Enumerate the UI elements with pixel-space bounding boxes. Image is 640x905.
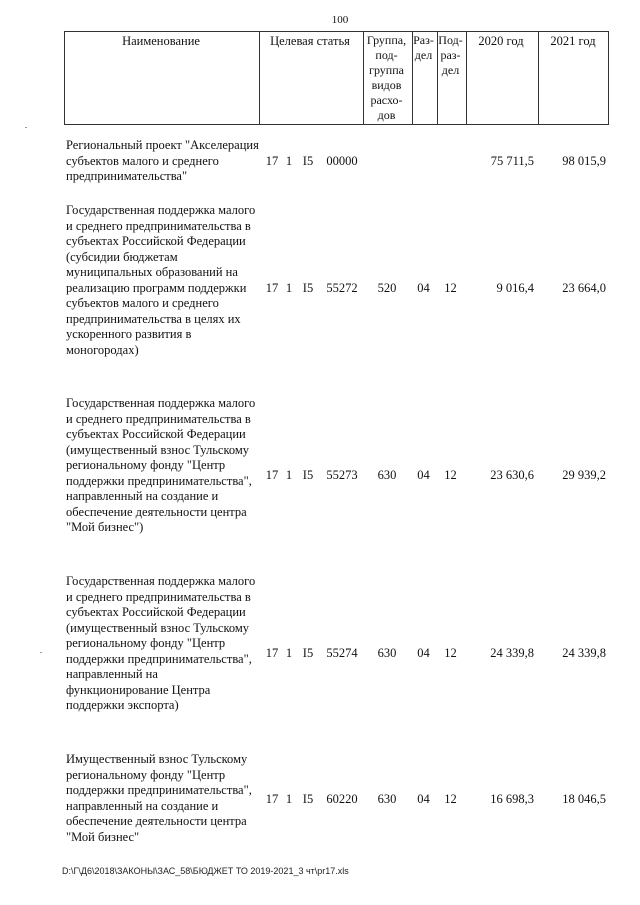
header-expense-group: [362, 33, 411, 123]
row-value-2021: 98 015,9: [562, 154, 606, 168]
row-code-4: 00000: [326, 154, 358, 168]
row-value-2020: 24 339,8: [490, 646, 534, 660]
header-expense-group-line: видов: [371, 78, 402, 92]
scan-speck: [40, 652, 42, 653]
row-code-2: 1: [285, 281, 293, 295]
page-number: 100: [331, 14, 349, 26]
row-value-2021: 24 339,8: [562, 646, 606, 660]
header-subsection-line: раз-: [440, 48, 461, 62]
row-value-2020: 75 711,5: [490, 154, 534, 168]
row-name: Региональный проект "Акселерация субъектов малого и среднего предпринимательства": [66, 138, 259, 183]
row-code-3: I5: [302, 281, 314, 295]
header-year-2021: 2021 год: [550, 34, 596, 48]
header-subsection-line: Под-: [438, 33, 463, 47]
header-section-line: Раз-: [413, 33, 434, 47]
header-section-line: дел: [414, 48, 433, 62]
header-section: [411, 33, 436, 63]
row-value-2020: 23 630,6: [490, 468, 534, 482]
row-value-2020: 16 698,3: [490, 792, 534, 806]
row-group: 630: [377, 792, 397, 806]
row-name: Государственная поддержка малого и среднего предпринимательства в субъектах Российской Федерации (субсидии бюджетам муниципальных образований на реализацию программ поддержки субъектов малого и среднего предпринимательства в целях их ускоренного развития в моногородах): [66, 203, 256, 357]
row-code-3: I5: [302, 154, 314, 168]
header-expense-group-line: расхо-: [370, 93, 403, 107]
row-code-2: 1: [285, 646, 293, 660]
header-subsection: [436, 33, 465, 78]
row-code-4: 55274: [326, 646, 358, 660]
row-section: 04: [417, 468, 430, 482]
row-code-3: I5: [302, 792, 314, 806]
header-expense-group-line: группа: [369, 63, 404, 77]
row-subsection: 12: [444, 646, 457, 660]
row-subsection: 12: [444, 792, 457, 806]
row-code-1: 17: [265, 154, 279, 168]
header-expense-group-line: дов: [377, 108, 396, 122]
header-year-2020: 2020 год: [478, 34, 524, 48]
row-group: 520: [377, 281, 397, 295]
row-section: 04: [417, 281, 430, 295]
row-code-4: 55272: [326, 281, 358, 295]
file-path-footer: D:\Г\Д6\2018\ЗАКОНЫ\ЗАС_58\БЮДЖЕТ ТО 2019-2021_3 чт\pr17.xls: [62, 866, 349, 876]
row-subsection: 12: [444, 468, 457, 482]
row-subsection: 12: [444, 281, 457, 295]
row-section: 04: [417, 646, 430, 660]
row-group: 630: [377, 646, 397, 660]
row-value-2021: 18 046,5: [562, 792, 606, 806]
row-section: 04: [417, 792, 430, 806]
scan-speck: [25, 127, 27, 128]
row-code-2: 1: [285, 154, 293, 168]
row-code-1: 17: [265, 792, 279, 806]
row-code-3: I5: [302, 468, 314, 482]
row-value-2021: 29 939,2: [562, 468, 606, 482]
row-name: Имущественный взнос Тульскому региональному фонду "Центр поддержки предпринимательства", направленный на создание и обеспечение деятельности центра "Мой бизнес": [66, 752, 252, 844]
header-expense-group-line: Группа,: [366, 33, 407, 47]
row-code-2: 1: [285, 468, 293, 482]
row-code-4: 55273: [326, 468, 358, 482]
row-code-1: 17: [265, 281, 279, 295]
header-subsection-line: дел: [441, 63, 460, 77]
row-value-2020: 9 016,4: [496, 281, 534, 295]
row-code-3: I5: [302, 646, 314, 660]
row-code-4: 60220: [326, 792, 358, 806]
row-code-1: 17: [265, 646, 279, 660]
row-value-2021: 23 664,0: [562, 281, 606, 295]
header-target-article: Целевая статья: [270, 34, 350, 48]
header-name: Наименование: [122, 34, 200, 48]
row-code-1: 17: [265, 468, 279, 482]
header-expense-group-line: под-: [375, 48, 398, 62]
row-name: Государственная поддержка малого и среднего предпринимательства в субъектах Российской Федерации (имущественный взнос Тульскому региональному фонду "Центр поддержки предпринимательства", направленный на функционирование Центра поддержки экспорта): [66, 574, 256, 712]
row-name: Государственная поддержка малого и среднего предпринимательства в субъектах Российской Федерации (имущественный взнос Тульскому региональному фонду "Центр поддержки предпринимательства", направленный на создание и обеспечение деятельности центра "Мой бизнес"): [66, 396, 256, 534]
row-group: 630: [377, 468, 397, 482]
row-code-2: 1: [285, 792, 293, 806]
